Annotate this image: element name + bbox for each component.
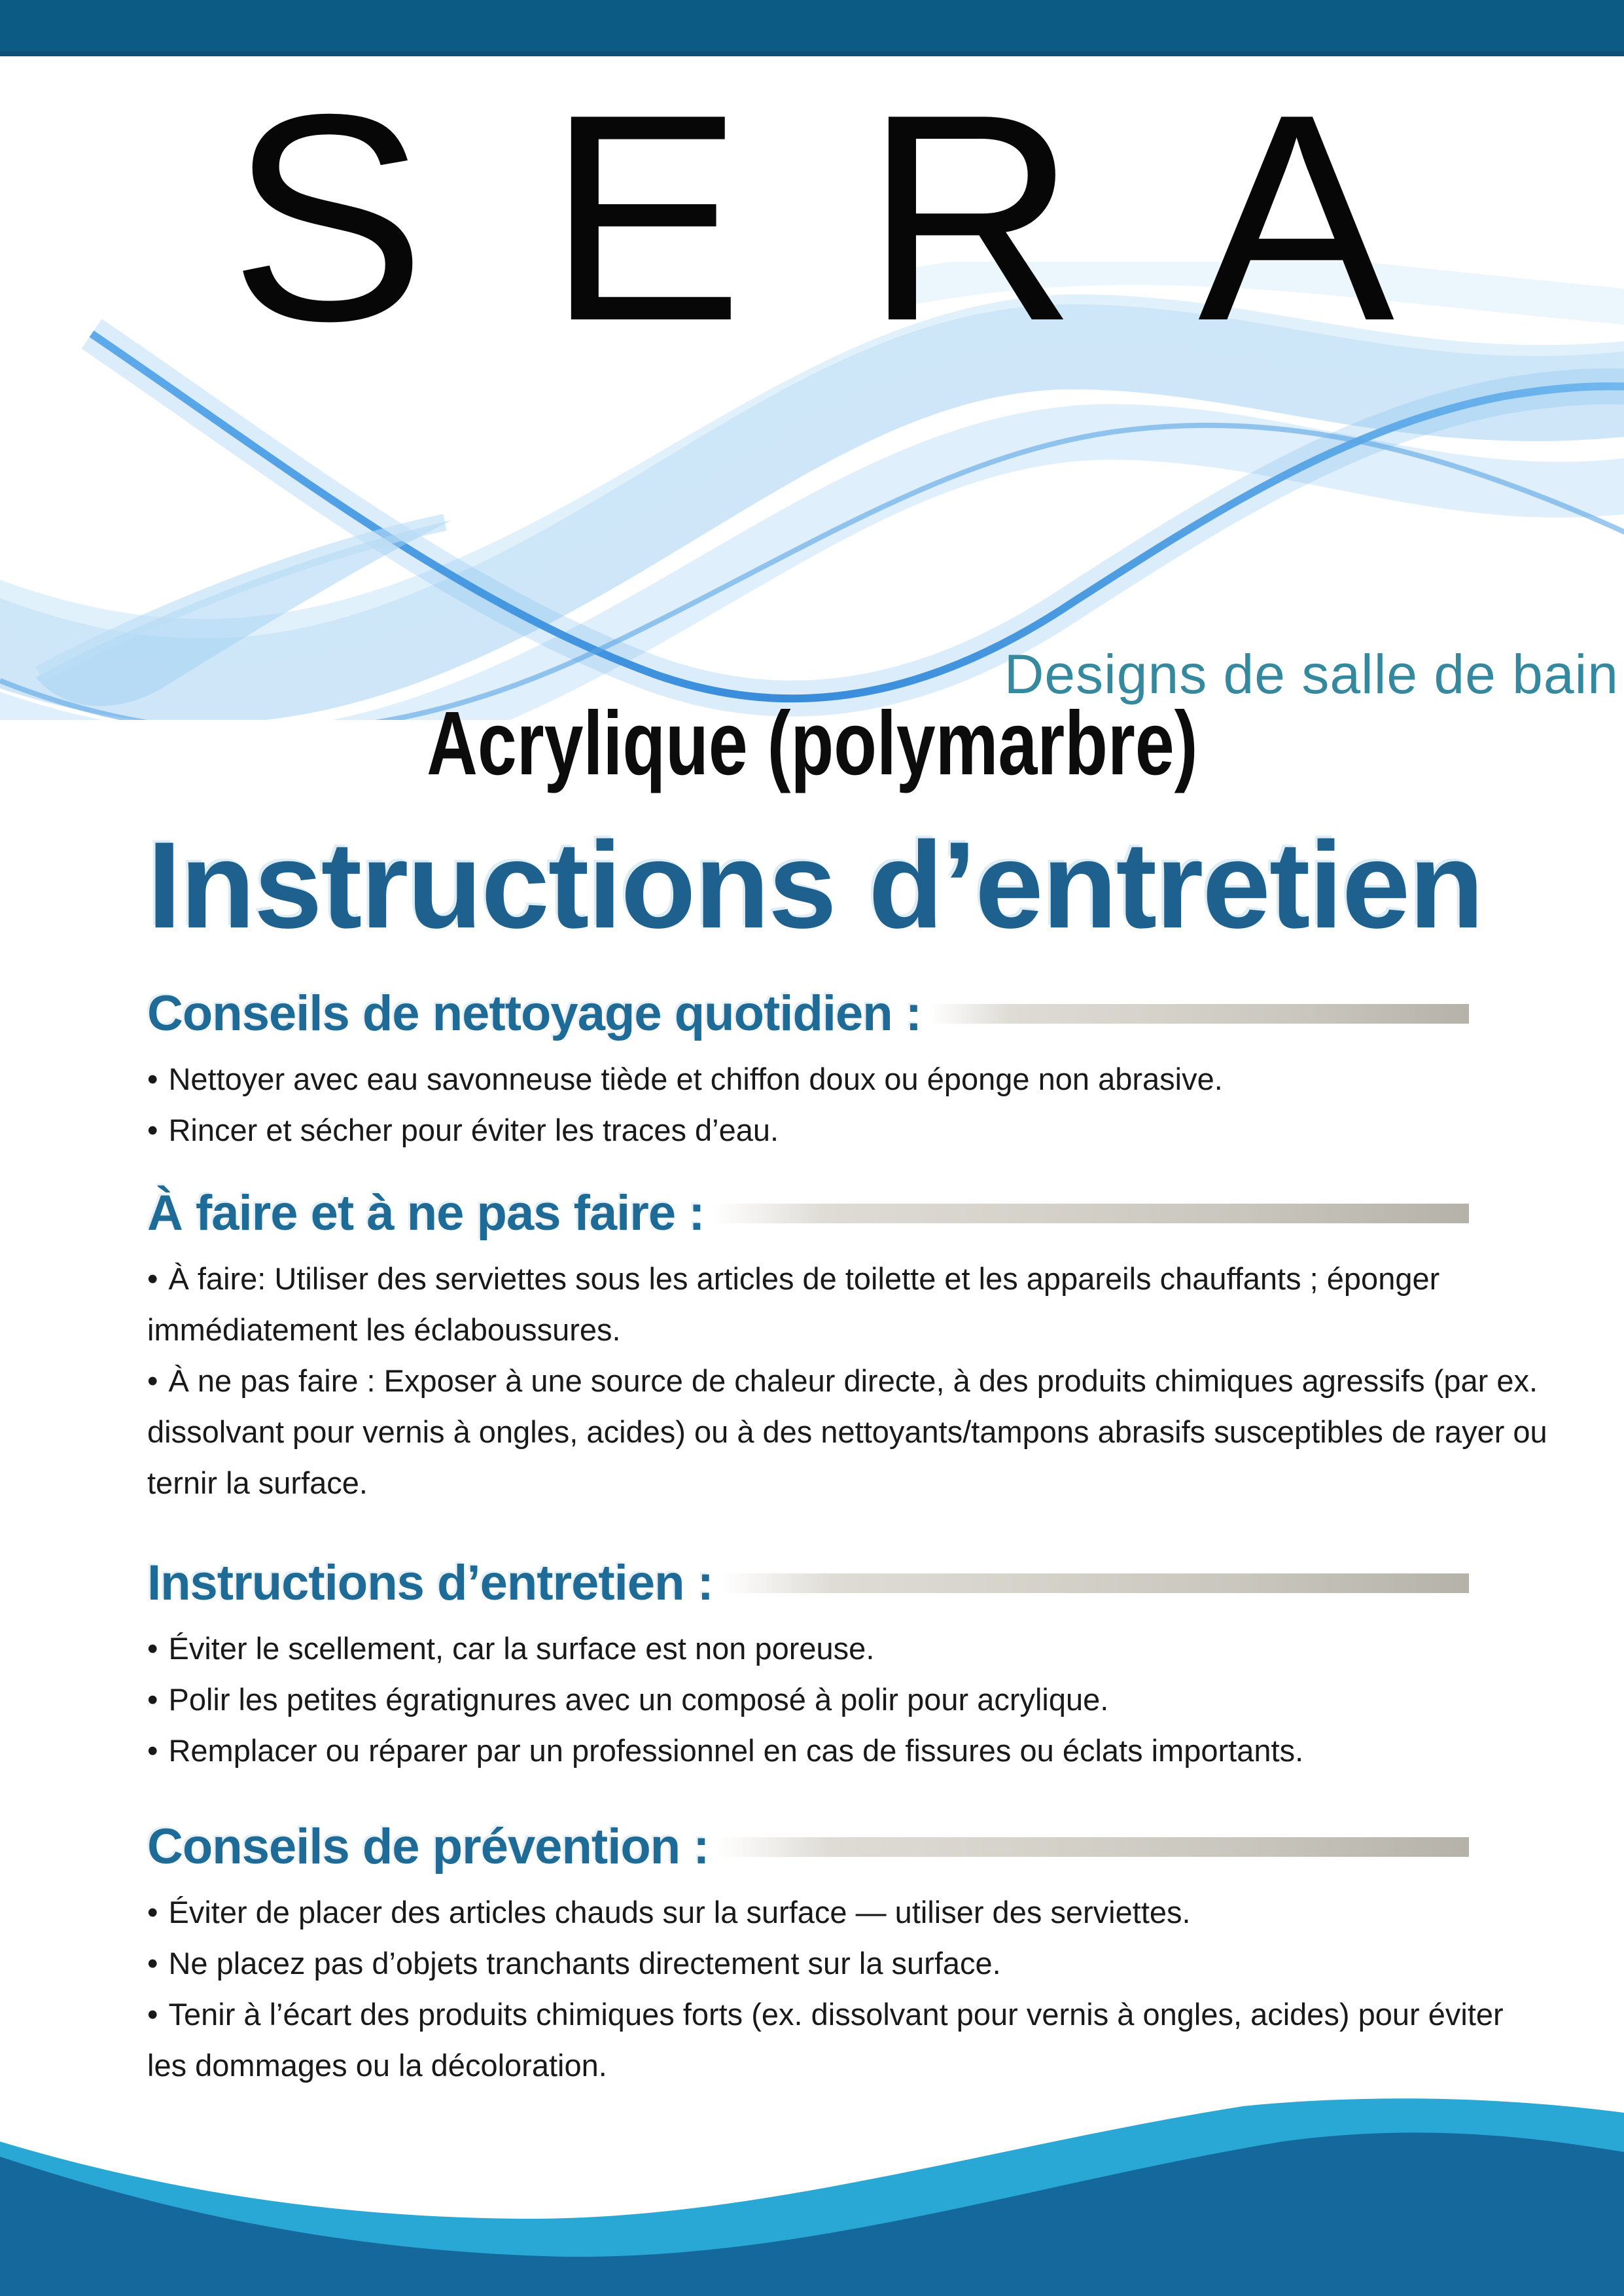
section-heading-row: [147, 985, 1547, 1042]
section-heading-row: [147, 1818, 1547, 1875]
section-heading: Conseils de prévention :: [147, 1819, 709, 1874]
bullet-dot: •: [147, 1733, 158, 1768]
section-dos-donts: [147, 1185, 1547, 1509]
section-heading: Conseils de nettoyage quotidien :: [147, 986, 922, 1041]
section-daily-cleaning: [147, 985, 1547, 1156]
section-heading: À faire et à ne pas faire :: [147, 1185, 705, 1241]
bullet-text: Nettoyer avec eau savonneuse tiède et chiffon doux ou éponge non abrasive.: [168, 1062, 1223, 1097]
bullet-text: Ne placez pas d’objets tranchants directement sur la surface.: [168, 1946, 1001, 1981]
bottom-wave-graphic: [0, 2068, 1624, 2296]
bullet-item: [147, 1938, 1547, 1989]
bullet-dot: •: [147, 1997, 158, 2032]
section-care-instructions: [147, 1554, 1547, 1776]
page-title: Instructions d’entretien: [147, 816, 1483, 954]
brand-letters: SERA: [229, 54, 1516, 382]
material-title-text: Acrylique (polymarbre): [426, 693, 1198, 794]
bullet-dot: •: [147, 1631, 158, 1666]
bullet-text: Tenir à l’écart des produits chimiques forts (ex. dissolvant pour vernis à ongles, acides) pour éviter les dommages ou la décoloration.: [147, 1997, 1504, 2083]
bullet-text: Polir les petites égratignures avec un composé à polir pour acrylique.: [168, 1682, 1109, 1717]
bullet-text: Rincer et sécher pour éviter les traces d’eau.: [168, 1113, 779, 1148]
heading-rule: [717, 1837, 1469, 1857]
bullet-text: Éviter de placer des articles chauds sur la surface — utiliser des serviettes.: [168, 1895, 1191, 1930]
brand-tagline: Designs de salle de bain: [1004, 643, 1619, 705]
heading-rule: [713, 1204, 1469, 1223]
bullet-item: [147, 1674, 1547, 1725]
bullet-dot: •: [147, 1895, 158, 1930]
bullet-item: [147, 1253, 1547, 1355]
bullet-item: [147, 1054, 1547, 1105]
bullet-text: Éviter le scellement, car la surface est non poreuse.: [168, 1631, 875, 1666]
section-prevention-tips: [147, 1818, 1547, 2091]
bullet-item: [147, 1989, 1547, 2091]
bullet-text: À faire: Utiliser des serviettes sous les articles de toilette et les appareils chauffants ; éponger immédiatement les éclaboussures.: [147, 1261, 1440, 1348]
bullet-dot: •: [147, 1682, 158, 1717]
bullet-dot: •: [147, 1062, 158, 1097]
bullet-dot: •: [147, 1261, 158, 1297]
brand-logo-text: [0, 54, 1624, 382]
bullet-text: À ne pas faire : Exposer à une source de chaleur directe, à des produits chimiques agressifs (par ex. dissolvant pour vernis à ongles, acides) ou à des nettoyants/tampons abrasifs susceptibles de rayer ou ternir la surface.: [147, 1363, 1547, 1501]
material-title: [0, 693, 1624, 794]
bullet-item: [147, 1725, 1547, 1776]
bullet-dot: •: [147, 1946, 158, 1981]
bullet-text: Remplacer ou réparer par un professionnel en cas de fissures ou éclats importants.: [168, 1733, 1304, 1768]
heading-rule: [721, 1573, 1469, 1593]
bullet-item: [147, 1355, 1547, 1509]
bullet-dot: •: [147, 1363, 158, 1399]
top-banner: [0, 0, 1624, 56]
section-heading-row: [147, 1554, 1547, 1611]
bullet-item: [147, 1623, 1547, 1674]
section-heading-row: [147, 1185, 1547, 1242]
bullet-item: [147, 1105, 1547, 1156]
section-heading: Instructions d’entretien :: [147, 1555, 713, 1611]
bullet-dot: •: [147, 1113, 158, 1148]
bullet-item: [147, 1887, 1547, 1938]
heading-rule: [929, 1004, 1469, 1024]
